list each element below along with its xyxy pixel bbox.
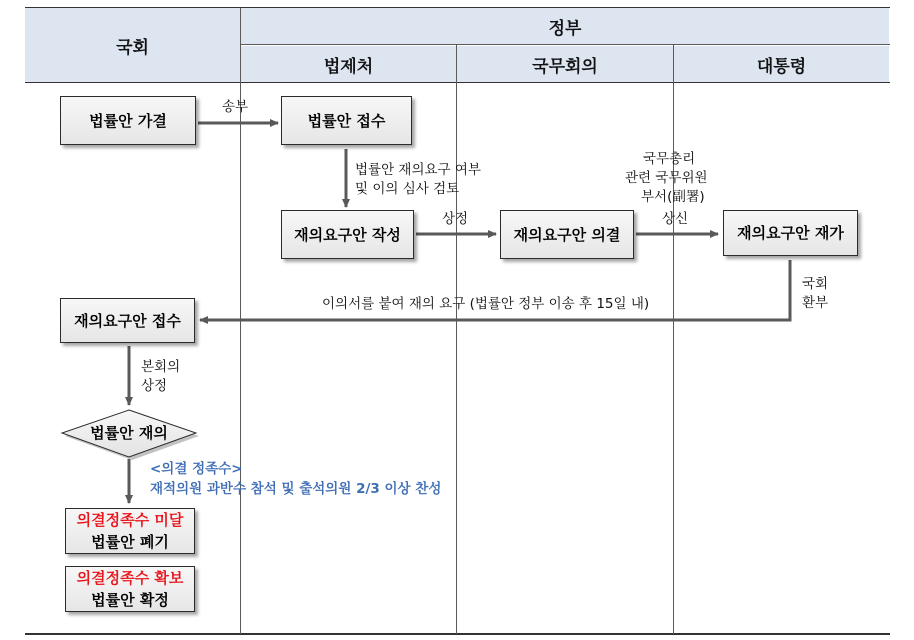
label-review-line1: 법률안 재의요구 여부: [355, 162, 481, 178]
label-plenary-line1: 본회의: [141, 359, 181, 375]
box-draft-written-label: 재의요구안 작성: [294, 225, 401, 244]
label-minister-line2: 관련 국무위원: [625, 170, 708, 186]
label-objection: 이의서를 붙여 재의 요구 (법률안 정부 이송 후 15일 내): [322, 296, 650, 312]
box-request-received-label: 재의요구안 접수: [74, 311, 181, 330]
quorum-note-title: <의결 정족수>: [150, 461, 243, 477]
header-government-label: 정부: [548, 18, 582, 39]
label-return-line2: 환부: [802, 295, 829, 311]
box-cabinet-resolution-label: 재의요구안 의결: [513, 225, 621, 244]
box-bill-passed: [60, 96, 196, 145]
box-bill-received-label: 법률안 접수: [307, 111, 386, 130]
box-quorum-pass-result: 법률안 확정: [91, 591, 169, 609]
label-return-line1: 국회: [802, 276, 829, 292]
box-quorum-fail: [65, 508, 195, 554]
header-assembly-label: 국회: [116, 37, 149, 58]
label-review-line2: 및 이의 심사 검토: [355, 181, 460, 197]
box-bill-received: [281, 96, 412, 145]
header-legislation-label: 법제처: [323, 56, 374, 77]
label-send: 송부: [222, 99, 249, 115]
label-submit: 상정: [442, 211, 469, 227]
quorum-note-desc: 재적의원 과반수 참석 및 출석의원 2/3 이상 찬성: [150, 481, 442, 497]
box-quorum-fail-result: 법률안 폐기: [91, 533, 169, 551]
box-cabinet-resolution: [500, 210, 634, 259]
label-report: 상신: [662, 211, 689, 227]
label-plenary-line2: 상정: [141, 378, 168, 394]
box-quorum-pass-title: 의결정족수 확보: [76, 569, 184, 587]
box-draft-written: [281, 210, 414, 259]
label-minister-line1: 국무총리: [643, 151, 696, 167]
box-quorum-fail-title: 의결정족수 미달: [76, 511, 184, 529]
box-request-received: [60, 298, 195, 343]
box-president-approval: [723, 210, 858, 256]
box-bill-passed-label: 법률안 가결: [89, 111, 167, 130]
box-quorum-pass: [65, 566, 195, 612]
box-president-approval-label: 재의요구안 재가: [737, 224, 844, 242]
decision-label: 법률안 재의: [90, 424, 168, 442]
label-minister-line3: 부서(副署): [641, 189, 705, 205]
header-cabinet-label: 국무회의: [532, 56, 598, 77]
header-president-label: 대통령: [756, 56, 807, 77]
